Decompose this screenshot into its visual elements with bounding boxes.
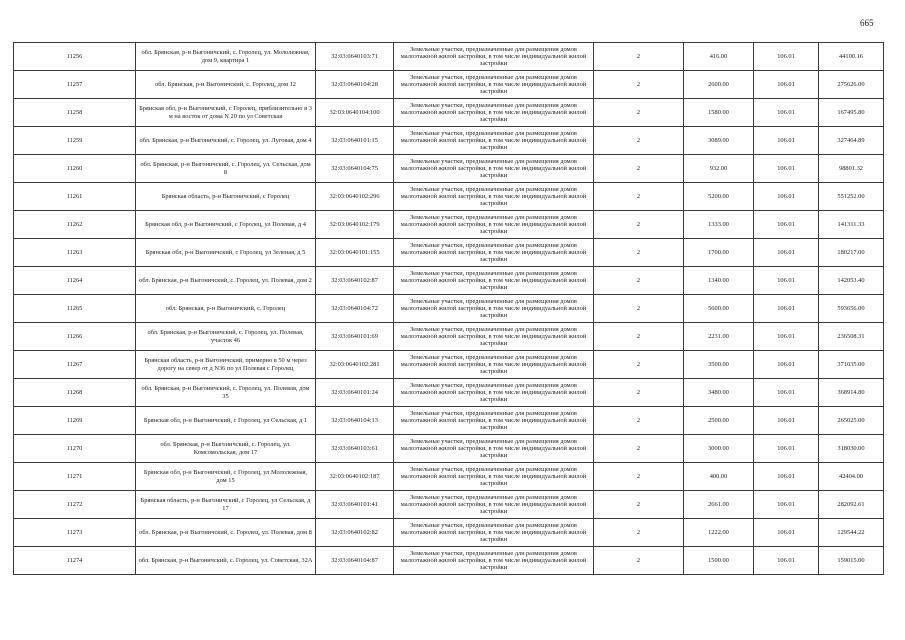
table-row (14, 183, 884, 211)
cadastral-value-cell: 159015.00 (819, 547, 884, 575)
cadastral-number-cell: 32:03:0640103:61 (316, 435, 394, 463)
address-cell: Брянская обл, р-н Выгоничский, с Горолец, ул Зеленая, д 5 (136, 239, 316, 267)
cadastral-value-cell: 371035.00 (819, 351, 884, 379)
record-id-cell: 11261 (14, 183, 136, 211)
table-row (14, 491, 884, 519)
table-row (14, 99, 884, 127)
rate-cell: 106.01 (754, 435, 819, 463)
cadastral-number-cell: 32:03:0640104:87 (316, 547, 394, 575)
land-use-cell: Земельные участки, предназначенные для размещения домов малоэтажной жилой застройки, в том числе индивидуальной жилой застройки (394, 211, 594, 239)
cadastral-number-cell: 32:03:0640101:41 (316, 491, 394, 519)
category-code-cell: 2 (594, 127, 684, 155)
address-cell: Брянская область, р-н Выгоничский, с Горолец (136, 183, 316, 211)
category-code-cell: 2 (594, 155, 684, 183)
record-id-cell: 11263 (14, 239, 136, 267)
area-cell: 3000.00 (684, 435, 754, 463)
land-use-cell: Земельные участки, предназначенные для размещения домов малоэтажной жилой застройки, в том числе индивидуальной жилой застройки (394, 519, 594, 547)
rate-cell: 106.01 (754, 43, 819, 71)
land-use-cell: Земельные участки, предназначенные для размещения домов малоэтажной жилой застройки, в том числе индивидуальной жилой застройки (394, 183, 594, 211)
cadastral-value-cell: 282092.61 (819, 491, 884, 519)
table-row (14, 379, 884, 407)
rate-cell: 106.01 (754, 239, 819, 267)
cadastral-number-cell: 32:03:0640102:179 (316, 211, 394, 239)
rate-cell: 106.01 (754, 463, 819, 491)
land-use-cell: Земельные участки, предназначенные для размещения домов малоэтажной жилой застройки, в том числе индивидуальной жилой застройки (394, 155, 594, 183)
cadastral-value-cell: 180217.00 (819, 239, 884, 267)
rate-cell: 106.01 (754, 547, 819, 575)
record-id-cell: 11270 (14, 435, 136, 463)
cadastral-value-cell: 129544.22 (819, 519, 884, 547)
record-id-cell: 11260 (14, 155, 136, 183)
cadastral-number-cell: 32:03:0640103:71 (316, 43, 394, 71)
record-id-cell: 11266 (14, 323, 136, 351)
table-row (14, 463, 884, 491)
cadastral-number-cell: 32:03:0640101:15 (316, 127, 394, 155)
land-use-cell: Земельные участки, предназначенные для размещения домов малоэтажной жилой застройки, в том числе индивидуальной жилой застройки (394, 323, 594, 351)
address-cell: обл. Брянская, р-н Выгоничский, с. Горолец, ул. Полевая, участок 46 (136, 323, 316, 351)
category-code-cell: 2 (594, 379, 684, 407)
table-row (14, 323, 884, 351)
category-code-cell: 2 (594, 407, 684, 435)
category-code-cell: 2 (594, 491, 684, 519)
category-code-cell: 2 (594, 267, 684, 295)
category-code-cell: 2 (594, 183, 684, 211)
rate-cell: 106.01 (754, 491, 819, 519)
cadastral-value-cell: 551252.00 (819, 183, 884, 211)
address-cell: обл. Брянская, р-н Выгоничский, с. Горолец (136, 295, 316, 323)
land-use-cell: Земельные участки, предназначенные для размещения домов малоэтажной жилой застройки, в том числе индивидуальной жилой застройки (394, 127, 594, 155)
category-code-cell: 2 (594, 547, 684, 575)
address-cell: обл. Брянская, р-н Выгоничский, с. Горолец, ул. Луговая, дом 4 (136, 127, 316, 155)
table-row (14, 547, 884, 575)
cadastral-value-cell: 141311.33 (819, 211, 884, 239)
area-cell: 2600.00 (684, 71, 754, 99)
address-cell: обл. Брянская, р-н Выгоничский, с. Горолец, ул. Комсомольская, дом 17 (136, 435, 316, 463)
category-code-cell: 2 (594, 239, 684, 267)
cadastral-value-cell: 318030.00 (819, 435, 884, 463)
address-cell: Брянская обл, р-н Выгоничский, с Горолец, приблизительно в 3 м на восток от дома N 20 по ул Советская (136, 99, 316, 127)
table-row (14, 239, 884, 267)
rate-cell: 106.01 (754, 407, 819, 435)
record-id-cell: 11256 (14, 43, 136, 71)
cadastral-number-cell: 32:03:0640102:187 (316, 463, 394, 491)
address-cell: Брянская обл, р-н Выгоничский, с Горолец, ул Полевая, д 4 (136, 211, 316, 239)
rate-cell: 106.01 (754, 379, 819, 407)
record-id-cell: 11273 (14, 519, 136, 547)
record-id-cell: 11274 (14, 547, 136, 575)
cadastral-number-cell: 32:03:0640102:281 (316, 351, 394, 379)
area-cell: 1500.00 (684, 547, 754, 575)
cadastral-number-cell: 32:03:0640102:82 (316, 519, 394, 547)
address-cell: Брянская обл, р-н Выгоничский, с Горолец, ул Сельская, д 1 (136, 407, 316, 435)
page-number: 665 (860, 18, 874, 28)
table-row (14, 155, 884, 183)
registry-table (13, 42, 884, 575)
table-row (14, 211, 884, 239)
cadastral-value-cell: 327464.89 (819, 127, 884, 155)
cadastral-value-cell: 142053.40 (819, 267, 884, 295)
category-code-cell: 2 (594, 295, 684, 323)
category-code-cell: 2 (594, 323, 684, 351)
category-code-cell: 2 (594, 43, 684, 71)
address-cell: обл. Брянская, р-н Выгоничский, с. Горолец, ул. Мололежная, дом 9, квартира 1 (136, 43, 316, 71)
rate-cell: 106.01 (754, 99, 819, 127)
rate-cell: 106.01 (754, 323, 819, 351)
area-cell: 5600.00 (684, 295, 754, 323)
land-use-cell: Земельные участки, предназначенные для размещения домов малоэтажной жилой застройки, в том числе индивидуальной жилой застройки (394, 435, 594, 463)
rate-cell: 106.01 (754, 351, 819, 379)
table-row (14, 43, 884, 71)
record-id-cell: 11258 (14, 99, 136, 127)
record-id-cell: 11271 (14, 463, 136, 491)
area-cell: 416.00 (684, 43, 754, 71)
cadastral-number-cell: 32:03:0640101:69 (316, 323, 394, 351)
area-cell: 3480.00 (684, 379, 754, 407)
area-cell: 3500.00 (684, 351, 754, 379)
table-row (14, 519, 884, 547)
record-id-cell: 11259 (14, 127, 136, 155)
category-code-cell: 2 (594, 463, 684, 491)
address-cell: обл. Брянская, р-н Выгоничский, с. Горолец, ул. Полевая, дом 35 (136, 379, 316, 407)
record-id-cell: 11269 (14, 407, 136, 435)
land-use-cell: Земельные участки, предназначенные для размещения домов малоэтажной жилой застройки, в том числе индивидуальной жилой застройки (394, 351, 594, 379)
land-use-cell: Земельные участки, предназначенные для размещения домов малоэтажной жилой застройки, в том числе индивидуальной жилой застройки (394, 547, 594, 575)
area-cell: 1580.00 (684, 99, 754, 127)
cadastral-value-cell: 368914.80 (819, 379, 884, 407)
record-id-cell: 11257 (14, 71, 136, 99)
cadastral-number-cell: 32:03:0640104:13 (316, 407, 394, 435)
address-cell: обл. Брянская, р-н Выгоничский, с. Горолец, ул. Советская, 32А (136, 547, 316, 575)
table-row (14, 267, 884, 295)
category-code-cell: 2 (594, 435, 684, 463)
table-row (14, 351, 884, 379)
cadastral-number-cell: 32:03:0640102:296 (316, 183, 394, 211)
land-use-cell: Земельные участки, предназначенные для размещения домов малоэтажной жилой застройки, в том числе индивидуальной жилой застройки (394, 267, 594, 295)
cadastral-number-cell: 32:03:0640104:75 (316, 155, 394, 183)
land-use-cell: Земельные участки, предназначенные для размещения домов малоэтажной жилой застройки, в том числе индивидуальной жилой застройки (394, 407, 594, 435)
land-use-cell: Земельные участки, предназначенные для размещения домов малоэтажной жилой застройки, в том числе индивидуальной жилой застройки (394, 295, 594, 323)
record-id-cell: 11267 (14, 351, 136, 379)
area-cell: 932.00 (684, 155, 754, 183)
cadastral-value-cell: 42404.00 (819, 463, 884, 491)
rate-cell: 106.01 (754, 155, 819, 183)
address-cell: Брянская область, р-н Выгоничский, примерно в 50 м через дорогу на север от д N36 по ул Полевая с Горолец (136, 351, 316, 379)
land-use-cell: Земельные участки, предназначенные для размещения домов малоэтажной жилой застройки, в том числе индивидуальной жилой застройки (394, 463, 594, 491)
cadastral-number-cell: 32:03:0640101:24 (316, 379, 394, 407)
category-code-cell: 2 (594, 519, 684, 547)
rate-cell: 106.01 (754, 71, 819, 99)
area-cell: 5200.00 (684, 183, 754, 211)
rate-cell: 106.01 (754, 295, 819, 323)
address-cell: Брянская область, р-н Выгоничский, с Горолец, ул Сельская, д 17 (136, 491, 316, 519)
area-cell: 1222.00 (684, 519, 754, 547)
address-cell: обл. Брянская, р-н Выгоничский, с. Горолец, ул. Полевая, дом 2 (136, 267, 316, 295)
address-cell: обл. Брянская, р-н Выгоничский, с. Горолец, ул. Полевая, дом 8 (136, 519, 316, 547)
cadastral-value-cell: 275626.00 (819, 71, 884, 99)
cadastral-value-cell: 167495.80 (819, 99, 884, 127)
cadastral-value-cell: 44100.16 (819, 43, 884, 71)
area-cell: 1340.00 (684, 267, 754, 295)
record-id-cell: 11265 (14, 295, 136, 323)
address-cell: Брянская обл, р-н Выгоничский, с Горолец, ул Мололежная, дом 15 (136, 463, 316, 491)
area-cell: 2231.00 (684, 323, 754, 351)
table-row (14, 71, 884, 99)
cadastral-value-cell: 98801.32 (819, 155, 884, 183)
category-code-cell: 2 (594, 99, 684, 127)
area-cell: 1700.00 (684, 239, 754, 267)
rate-cell: 106.01 (754, 267, 819, 295)
rate-cell: 106.01 (754, 127, 819, 155)
cadastral-number-cell: 32:03:0640104:72 (316, 295, 394, 323)
land-use-cell: Земельные участки, предназначенные для размещения домов малоэтажной жилой застройки, в том числе индивидуальной жилой застройки (394, 491, 594, 519)
land-use-cell: Земельные участки, предназначенные для размещения домов малоэтажной жилой застройки, в том числе индивидуальной жилой застройки (394, 43, 594, 71)
table-row (14, 407, 884, 435)
cadastral-value-cell: 265025.00 (819, 407, 884, 435)
cadastral-number-cell: 32:03:0640101:155 (316, 239, 394, 267)
land-use-cell: Земельные участки, предназначенные для размещения домов малоэтажной жилой застройки, в том числе индивидуальной жилой застройки (394, 71, 594, 99)
area-cell: 1333.00 (684, 211, 754, 239)
rate-cell: 106.01 (754, 519, 819, 547)
cadastral-number-cell: 32:03:0640102:87 (316, 267, 394, 295)
record-id-cell: 11268 (14, 379, 136, 407)
record-id-cell: 11272 (14, 491, 136, 519)
land-use-cell: Земельные участки, предназначенные для размещения домов малоэтажной жилой застройки, в том числе индивидуальной жилой застройки (394, 99, 594, 127)
rate-cell: 106.01 (754, 183, 819, 211)
table-row (14, 127, 884, 155)
table-row (14, 295, 884, 323)
cadastral-value-cell: 593656.00 (819, 295, 884, 323)
area-cell: 3089.00 (684, 127, 754, 155)
category-code-cell: 2 (594, 351, 684, 379)
cadastral-number-cell: 32:03:0640104:28 (316, 71, 394, 99)
area-cell: 2500.00 (684, 407, 754, 435)
land-use-cell: Земельные участки, предназначенные для размещения домов малоэтажной жилой застройки, в том числе индивидуальной жилой застройки (394, 239, 594, 267)
rate-cell: 106.01 (754, 211, 819, 239)
address-cell: обл. Брянская, р-н Выгоничский, с. Горолец, дом 12 (136, 71, 316, 99)
record-id-cell: 11264 (14, 267, 136, 295)
area-cell: 400.00 (684, 463, 754, 491)
area-cell: 2661.00 (684, 491, 754, 519)
category-code-cell: 2 (594, 71, 684, 99)
registry-body (14, 43, 884, 575)
category-code-cell: 2 (594, 211, 684, 239)
address-cell: обл. Брянская, р-н Выгоничский, с. Горолец, ул. Сельская, дом 8 (136, 155, 316, 183)
table-row (14, 435, 884, 463)
cadastral-value-cell: 236508.31 (819, 323, 884, 351)
cadastral-number-cell: 32:03:0640104:100 (316, 99, 394, 127)
record-id-cell: 11262 (14, 211, 136, 239)
land-use-cell: Земельные участки, предназначенные для размещения домов малоэтажной жилой застройки, в том числе индивидуальной жилой застройки (394, 379, 594, 407)
